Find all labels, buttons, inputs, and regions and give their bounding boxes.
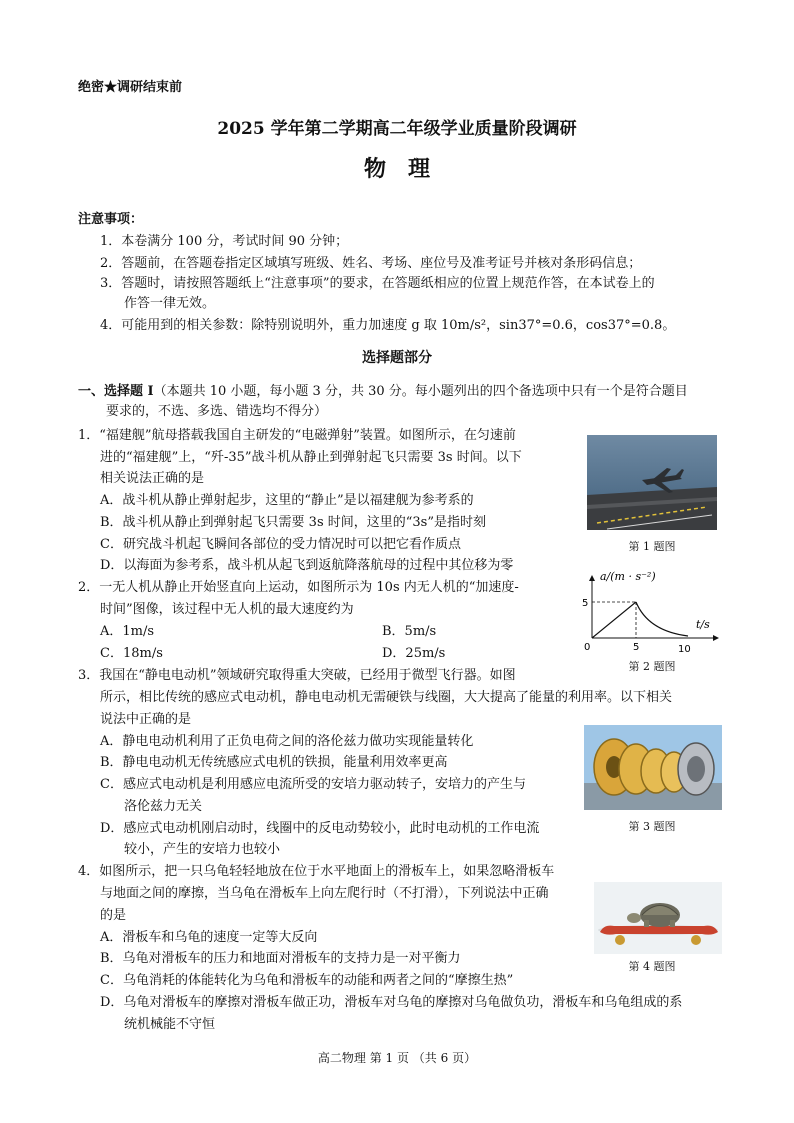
- q1-option-b: B．战斗机从静止到弹射起飞只需要 3s 时间，这里的“3s”是指时刻: [100, 515, 486, 530]
- q4-figure-turtle: [594, 882, 722, 954]
- q4-stem: 与地面之间的摩擦，当乌龟在滑板车上向左爬行时（不打滑），下列说法中正确: [100, 886, 549, 901]
- x-axis-label: t/s: [696, 618, 710, 631]
- q4-stem: 4．如图所示，把一只乌龟轻轻地放在位于水平地面上的滑板车上，如果忽略滑板车: [78, 864, 555, 879]
- section-intro-2: 要求的，不选、多选、错选均不得分）: [106, 404, 328, 419]
- q2-option-d: D．25m/s: [382, 646, 446, 661]
- q4-option-b: B．乌龟对滑板车的压力和地面对滑板车的支持力是一对平衡力: [100, 951, 461, 966]
- notice-item: 2．答题前，在答题卷指定区域填写班级、姓名、考场、座位号及准考证号并核对条形码信息；: [100, 256, 642, 271]
- section-intro-bold: 一、选择题 I: [78, 384, 154, 399]
- q4-option-a: A．滑板车和乌龟的速度一定等大反向: [100, 930, 318, 945]
- q4-option-d-cont: 统机械能不守恒: [124, 1017, 216, 1032]
- q2-caption: 第 2 题图: [628, 660, 676, 673]
- notice-item: 作答一律无效。: [124, 296, 216, 311]
- q3-caption: 第 3 题图: [628, 820, 676, 833]
- q2-stem: 时间”图像，该过程中无人机的最大速度约为: [100, 602, 354, 617]
- q3-stem: 说法中正确的是: [100, 712, 192, 727]
- q1-stem: 相关说法正确的是: [100, 471, 205, 486]
- notice-item: 4．可能用到的相关参数：除特别说明外，重力加速度 g 取 10m/s²，sin37°=0.6，cos37°=0.8。: [100, 318, 676, 333]
- q1-option-d: D．以海面为参考系，战斗机从起飞到返航降落航母的过程中其位移为零: [100, 558, 514, 573]
- q1-stem: 进的“福建舰”上，“歼-35”战斗机从静止到弹射起飞只需要 3s 时间。以下: [100, 450, 522, 465]
- q2-option-b: B．5m/s: [382, 624, 437, 639]
- q1-stem: 1．“福建舰”航母搭载我国自主研发的“电磁弹射”装置。如图所示，在匀速前: [78, 428, 516, 443]
- q4-option-c: C．乌龟消耗的体能转化为乌龟和滑板车的动能和两者之间的“摩擦生热”: [100, 973, 514, 988]
- q1-option-c: C．研究战斗机起飞瞬间各部位的受力情况时可以把它看作质点: [100, 537, 461, 552]
- q2-option-c: C．18m/s: [100, 646, 163, 661]
- q4-caption: 第 4 题图: [628, 960, 676, 973]
- q3-option-a: A．静电电动机利用了正负电荷之间的洛伦兹力做功实现能量转化: [100, 734, 474, 749]
- notice-heading: 注意事项：: [78, 212, 144, 227]
- section-title: 选择题部分: [362, 350, 432, 366]
- section-intro-text: （本题共 10 小题，每小题 3 分，共 30 分。每小题列出的四个备选项中只有一个是符合题目: [153, 384, 688, 399]
- q2-stem: 2．一无人机从静止开始竖直向上运动，如图所示为 10s 内无人机的“加速度-: [78, 580, 519, 595]
- q1-caption: 第 1 题图: [628, 540, 676, 553]
- electrostatic-motor-image: [584, 725, 722, 810]
- q4-option-d: D．乌龟对滑板车的摩擦对滑板车做正功，滑板车对乌龟的摩擦对乌龟做负功，滑板车和乌龟组成的系: [100, 995, 683, 1010]
- y-axis-label: a/(m · s⁻²): [600, 570, 656, 583]
- q3-stem: 所示，相比传统的感应式电动机，静电电动机无需硬铁与线圈，大大提高了能量的利用率。以下相关: [100, 690, 673, 705]
- turtle-skateboard-image: [594, 882, 722, 954]
- page-footer: 高二物理 第 1 页 （共 6 页）: [317, 1051, 477, 1065]
- x-tick-label-5: 5: [633, 642, 640, 653]
- graph-rise-segment: [592, 602, 636, 638]
- y-tick-label: 5: [582, 598, 589, 609]
- subject-title: 物 理: [363, 156, 430, 182]
- notice-item: 3．答题时，请按照答题纸上“注意事项”的要求，在答题纸相应的位置上规范作答，在本试卷上的: [100, 276, 655, 291]
- notice-item: 1．本卷满分 100 分，考试时间 90 分钟；: [100, 234, 349, 249]
- q3-option-c: C．感应式电动机是利用感应电流所受的安培力驱动转子，安培力的产生与: [100, 777, 526, 792]
- q3-option-d-cont: 较小，产生的安培力也较小: [124, 842, 281, 857]
- graph-decay-curve: [636, 602, 688, 636]
- q3-option-c-cont: 洛伦兹力无关: [124, 799, 203, 814]
- q4-stem: 的是: [100, 908, 127, 923]
- x-tick-label-10: 10: [678, 644, 691, 655]
- q3-figure-motor: [584, 725, 722, 810]
- q3-option-b: B．静电电动机无传统感应式电机的铁损，能量利用效率更高: [100, 755, 448, 770]
- exam-title: 2025 学年第二学期高二年级学业质量阶段调研: [217, 119, 577, 139]
- q1-figure-jet: [587, 435, 717, 530]
- q1-option-a: A．战斗机从静止弹射起步，这里的“静止”是以福建舰为参考系的: [100, 493, 474, 508]
- section-intro: [78, 382, 688, 402]
- origin-label: 0: [584, 642, 591, 653]
- q2-option-a: A．1m/s: [100, 624, 155, 639]
- q2-figure-graph: [578, 566, 723, 658]
- jet-carrier-image: [587, 435, 717, 530]
- q3-stem: 3．我国在“静电电动机”领域研究取得重大突破，已经用于微型飞行器。如图: [78, 668, 516, 683]
- q3-option-d: D．感应式电动机刚启动时，线圈中的反电动势较小，此时电动机的工作电流: [100, 821, 540, 836]
- secret-label: 绝密★调研结束前: [78, 80, 183, 95]
- acceleration-time-graph: [578, 566, 723, 658]
